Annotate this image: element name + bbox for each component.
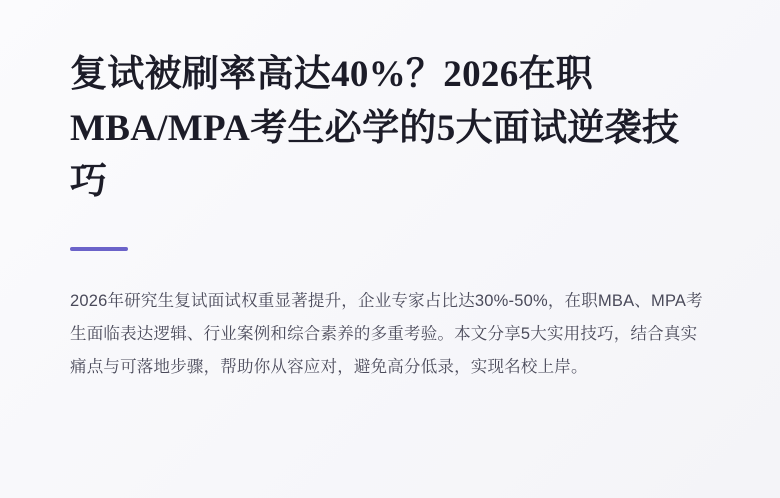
page-title: 复试被刷率高达40%？2026在职MBA/MPA考生必学的5大面试逆袭技巧 bbox=[70, 54, 680, 203]
article-summary: 2026年研究生复试面试权重显著提升，企业专家占比达30%-50%，在职MBA、MPA考生面临表达逻辑、行业案例和综合素养的多重考验。本文分享5大实用技巧，结合真实痛点与可落地步骤，帮助你从容应对，避免高分低录，实现名校上岸。 bbox=[70, 291, 703, 376]
title-divider bbox=[70, 247, 128, 251]
